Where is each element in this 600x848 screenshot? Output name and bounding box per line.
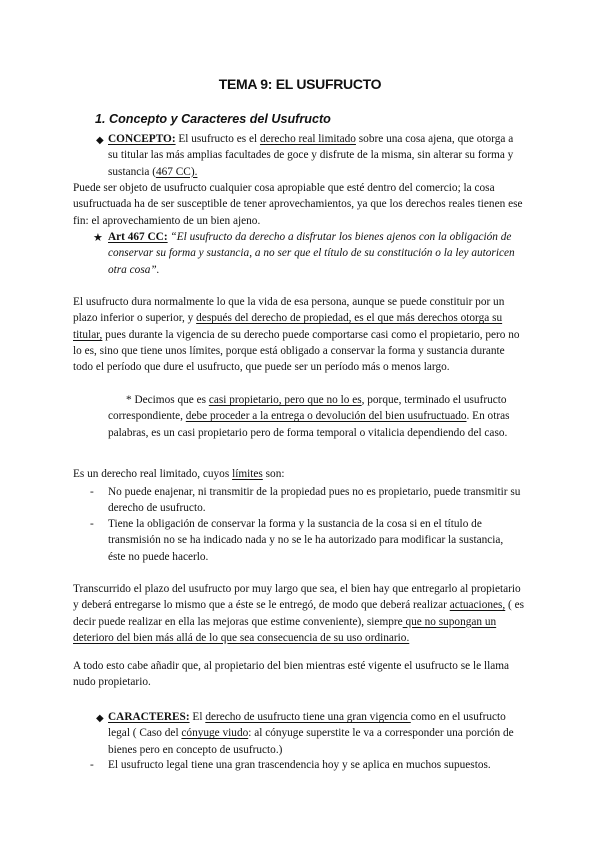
- text-run: . En otras palabras, es un casi propietario pero de forma temporal o vitalicia dependiendo del caso.: [108, 410, 510, 439]
- text-run: son:: [262, 468, 285, 480]
- diamond-bullet-icon: ◆: [96, 135, 104, 146]
- article-quote: [108, 229, 523, 278]
- underlined-text: debe proceder a la entrega o devolución del bien usufructuado: [185, 410, 467, 423]
- underlined-text: casi propietario, pero que no lo es: [208, 394, 362, 406]
- list-item: No puede enajenar, ni transmitir de la propiedad pues no es propietario, puede transmitir su derecho de usufructo.: [108, 486, 521, 515]
- text-run: pues durante la vigencia de su derecho puede comportarse casi como el propietario, pero no lo es, sino que tiene unos límites, porque está obligado a conservar la forma y sustancia durante todo el período que dure el usufructo, que puede ser un período más o menos largo.: [73, 328, 520, 374]
- objeto-paragraph: Puede ser objeto de usufructo cualquier cosa apropiable que esté dentro del comercio; la cosa usufructuada ha de ser susceptible de tener aprovechamientos, ya que los derechos reales tienen ese fin: el aprovechamiento de un bien ajeno.: [73, 182, 523, 227]
- underlined-text: actuaciones,: [449, 599, 506, 612]
- text-run: Transcurrido el plazo del usufructo por muy largo que sea, el bien hay que entregarlo al propietario y deberá entregarse lo mismo que a éste se le entregó, de modo que deberá realizar: [73, 583, 521, 612]
- list-item: Tiene la obligación de conservar la forma y la sustancia de la cosa si en el título de transmisión no se ha indicado nada y no se le ha autorizado para modificar la sustancia, éste no puede hacerlo.: [108, 518, 504, 563]
- dash-bullet: -: [90, 759, 94, 771]
- nudo-paragraph: A todo esto cabe añadir que, al propietario del bien mientras esté vigente el usufructo se le llama nudo propietario.: [73, 660, 510, 689]
- underlined-text: después del derecho de propiedad, es el que más derechos otorga su titular,: [73, 312, 503, 341]
- section-title: Concepto y Caracteres del Usufructo: [109, 112, 331, 126]
- caracteres-paragraph: [108, 709, 523, 758]
- diamond-bullet-icon: ◆: [96, 713, 104, 724]
- underlined-text: derecho de usufructo tiene una gran vigencia: [205, 711, 411, 723]
- concepto-paragraph: [108, 131, 523, 180]
- dash-bullet: -: [90, 486, 94, 498]
- section-number: 1.: [95, 112, 106, 126]
- text-run: sobre una cosa ajena, que otorga a su titular las más amplias facultades de goce y disfrute de la misma, sin alterar su forma y sustancia (: [108, 133, 514, 178]
- note-paragraph: [108, 392, 526, 441]
- text-run: ( es decir puede realizar en ella las mejoras que estime conveniente), siempre: [73, 599, 525, 628]
- text-run: El usufructo es el: [175, 133, 260, 145]
- caracteres-label: CARACTERES:: [108, 711, 190, 723]
- text-run: : al cónyuge superstite le va a corresponder una porción de bienes pero en concepto de usufructo.): [108, 727, 514, 756]
- article-label: Art 467 CC:: [108, 231, 168, 243]
- section-heading: [95, 111, 331, 127]
- text-run: El: [189, 711, 206, 723]
- dash-bullet: -: [90, 518, 94, 530]
- underlined-text: límites: [232, 468, 263, 480]
- article-quote-text: “El usufructo da derecho a disfrutar los bienes ajenos con la obligación de conservar su forma y sustancia, a no ser que el título de su constitución o la ley autoricen otra cosa”.: [108, 231, 515, 276]
- underlined-text: que no supongan un deterioro del bien más allá de lo que sea consecuencia de su uso ordinario.: [73, 615, 497, 644]
- transcurrido-paragraph: [73, 581, 527, 646]
- limites-intro: [73, 466, 527, 482]
- text-run: * Decimos que es: [126, 394, 209, 406]
- underlined-text: 467 CC).: [156, 165, 198, 178]
- underlined-text: cónyuge viudo: [181, 727, 249, 740]
- text-run: Es un derecho real limitado, cuyos: [73, 468, 233, 480]
- text-run: El usufructo dura normalmente lo que la vida de esa persona, aunque se puede constituir por un plazo inferior o superior, y: [73, 296, 505, 325]
- text-run: , porque, terminado el usufructo correspondiente,: [108, 394, 507, 423]
- list-item: El usufructo legal tiene una gran trascendencia hoy y se aplica en muchos supuestos.: [108, 759, 491, 771]
- document-title: TEMA 9: EL USUFRUCTO: [218, 76, 382, 92]
- underlined-text: derecho real limitado: [259, 133, 356, 145]
- star-bullet-icon: ★: [93, 232, 103, 244]
- concepto-label: CONCEPTO:: [108, 133, 176, 145]
- duracion-paragraph: [73, 294, 527, 375]
- text-run: como en el usufructo legal ( Caso del: [108, 711, 506, 740]
